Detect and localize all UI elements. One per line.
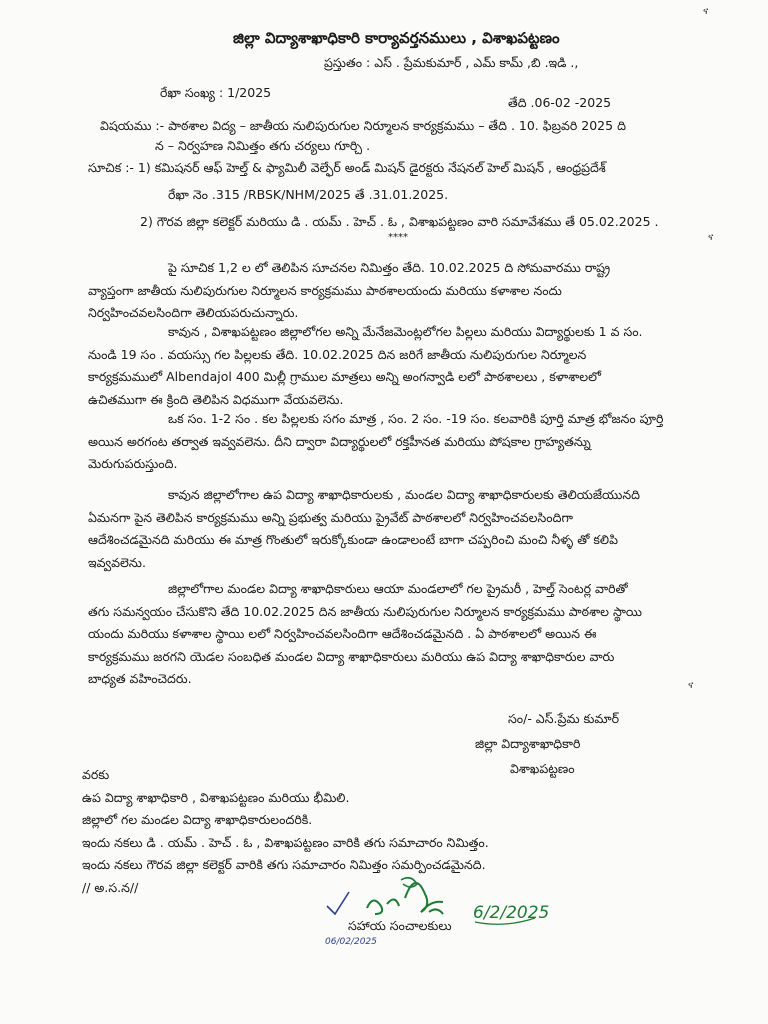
paragraph-5	[88, 578, 698, 691]
paragraph-line: కార్యక్రమములో Albendajol 400 మిల్లీ గ్రాముల మాత్రలు అన్ని అంగన్వాడి లలో పాఠశాలలు , కళాశాలలో	[88, 369, 601, 384]
scan-mark: ና	[703, 6, 709, 17]
scan-mark: ና	[688, 680, 694, 691]
distribution-line: జిల్లాలో గల మండల విద్యా శాఖాధికారులందరికి.	[82, 812, 313, 827]
distribution-tag: // అ.స.న//	[82, 880, 139, 895]
paragraph-line: మెరుగుపరుస్తుంది.	[88, 456, 178, 471]
distribution-line: ఇందు నకలు గౌరవ జిల్లా కలెక్టర్ వారికి తగు సమాచారం నిమిత్తం సమర్పించడమైనది.	[82, 857, 486, 872]
distribution-line: ఇందు నకలు డి . యమ్ . హెచ్ . ఓ , విశాఖపట్టణం వారికి తగు సమాచారం నిమిత్తం.	[82, 835, 489, 850]
paragraph-4	[88, 484, 698, 574]
paragraph-line: ఒక సం. 1-2 సం . కల పిల్లలకు సగం మాత్ర , సం. 2 సం. -19 సం. కలవారికి పూర్తి మాత్ర భోజనం పూర్తి	[168, 411, 664, 426]
paragraph-line: జిల్లాలోగాల మండల విద్యా శాఖాధికారులు ఆయా మండలాలో గల ప్రైమరీ , హెల్త్ సెంటర్ల వారితో	[168, 581, 628, 596]
paragraph-line: నుండి 19 సం . వయస్సు గల పిల్లలకు తేది. 10.02.2025 దిన జరిగే జాతీయ నులిపురుగుల నిర్మూలన	[88, 346, 587, 362]
paragraph-line: ఆదేశించడమైనది మరియు ఈ మాత్ర గొంతులో ఇరుక్కోకుండా ఉండాలంటే బాగా చప్పరించి మంచి నీళ్ళ తో కలిపి	[88, 532, 618, 547]
paragraph-2	[88, 321, 698, 411]
signatory-designation: జిల్లా విద్యాశాఖాధికారి	[475, 736, 581, 751]
paragraph-3	[88, 408, 698, 476]
handwritten-date: 6/2/2025	[473, 903, 550, 923]
scan-mark: ና	[708, 232, 714, 243]
paragraph-line: కార్యక్రమము జరగని యెడల సంబధిత మండల విద్యా శాఖాధికారులు మరియు ఉప విద్యా శాఖాధికారుల వారు	[88, 648, 615, 664]
present-officer: ప్రస్తుతం : ఎస్ . ప్రేమకుమార్ , ఎమ్ కామ్ ,బి .ఇడి .,	[324, 55, 579, 70]
paragraph-line: బాధ్యత వహించెదరు.	[88, 671, 192, 686]
initial-date: 06/02/2025	[325, 937, 377, 947]
paragraph-line: కావున , విశాఖపట్టణం జిల్లాలోగల అన్ని మేనేజమెంట్లలోగల పిల్లలు మరియు విద్యార్థులకు 1 వ సం.	[168, 324, 643, 339]
paragraph-line: కావున జిల్లాలోగాల ఉప విద్యా శాఖాధికారులకు , మండల విద్యా శాఖాధికారులకు తెలియజేయునది	[168, 487, 640, 502]
subject-line-1: విషయము :- పాఠశాల విద్య – జాతీయ నులిపురుగుల నిర్మూలన కార్యక్రమము – తేది . 10. ఫిబ్రవరి 2025 ది	[100, 118, 626, 133]
reference-number: రేఖా సంఖ్య : 1/2025	[160, 85, 272, 100]
handwritten-signature	[325, 868, 550, 948]
paragraph-line: ఉచితముగా ఈ క్రింది తెలిపిన విధముగా వేయవలెను.	[88, 391, 344, 407]
subject-line-2: న – నిర్వహణ నిమిత్తం తగు చర్యలు గూర్చి .	[155, 138, 371, 153]
paragraph-line: అయిన అరగంట తర్వాత ఇవ్వవలెను. దీని ద్వారా విద్యార్థులలో రక్తహీనత మరియు పోషకాల గ్రాహ్యతన్ను	[88, 433, 591, 449]
paragraph-line: యందు మరియు కళాశాల స్థాయి లలో నిర్వహించవలసిందిగా ఆదేశించడమైనది . ఏ పాఠశాలలో అయిన ఈ	[88, 626, 597, 641]
paragraph-line: పై సూచిక 1,2 ల లో తెలిపిన సూచనల నిమిత్తం తేది. 10.02.2025 ది సోమవారము రాష్ట్ర	[168, 260, 611, 275]
attestation-designation: సహాయ సంచాలకులు	[348, 918, 452, 933]
distribution-line: ఉప విద్యా శాఖాధికారి , విశాఖపట్టణం మరియు భీమిలి.	[82, 790, 350, 805]
reference-line-3: 2) గౌరవ జిల్లా కలెక్టర్ మరియు డి . యమ్ . హెచ్ . ఓ , విశాఖపట్టణం వారి సమావేశము తే 05.02.2025 .	[140, 214, 659, 229]
reference-line-2: రేఖా నెం .315 /RBSK/NHM/2025 తే .31.01.2025.	[168, 187, 449, 202]
paragraph-line: ఏమనగా పైన తెలిపిన కార్యక్రమము అన్ని ప్రభుత్వ మరియు ప్రైవేట్ పాఠశాలలో నిర్వహించవలసిందిగా	[88, 509, 573, 525]
distribution-heading: వరకు	[82, 767, 110, 782]
paragraph-line: వ్యాప్తంగా జాతీయ నులిపురుగుల నిర్మూలన కార్యక్రమము పాఠశాలయందు మరియు కళాశాల నందు	[88, 282, 562, 298]
signatory-place: విశాఖపట్టణం	[510, 761, 575, 776]
paragraph-line: తగు సమన్వయం చేసుకొని తేది 10.02.2025 దిన జాతీయ నులిపురుగుల నిర్మూలన కార్యక్రమము పాఠశాల స్థాయి	[88, 603, 642, 619]
separator-stars: ****	[388, 232, 408, 243]
letter-date: తేది .06-02 -2025	[508, 95, 612, 110]
paragraph-line: ఇవ్వవలెను.	[88, 554, 146, 570]
reference-line-1: సూచిక :- 1) కమిషనర్ ఆఫ్ హెల్త్ & ఫ్యామిలీ వెల్ఫేర్ అండ్ మిషన్ డైరక్టరు నేషనల్ హెల్ మిషన్ , ఆంధ్రప్రదేశ్	[88, 160, 606, 175]
signatory-name: సం/- ఎస్.ప్రేమ కుమార్	[508, 711, 620, 726]
office-title: జిల్లా విద్యాశాఖాధికారి కార్యావర్తనములు , విశాఖపట్టణం	[233, 29, 560, 47]
paragraph-line: నిర్వహించవలసిందిగా తెలియపరుచున్నారు.	[88, 305, 299, 320]
paragraph-1	[88, 257, 698, 325]
